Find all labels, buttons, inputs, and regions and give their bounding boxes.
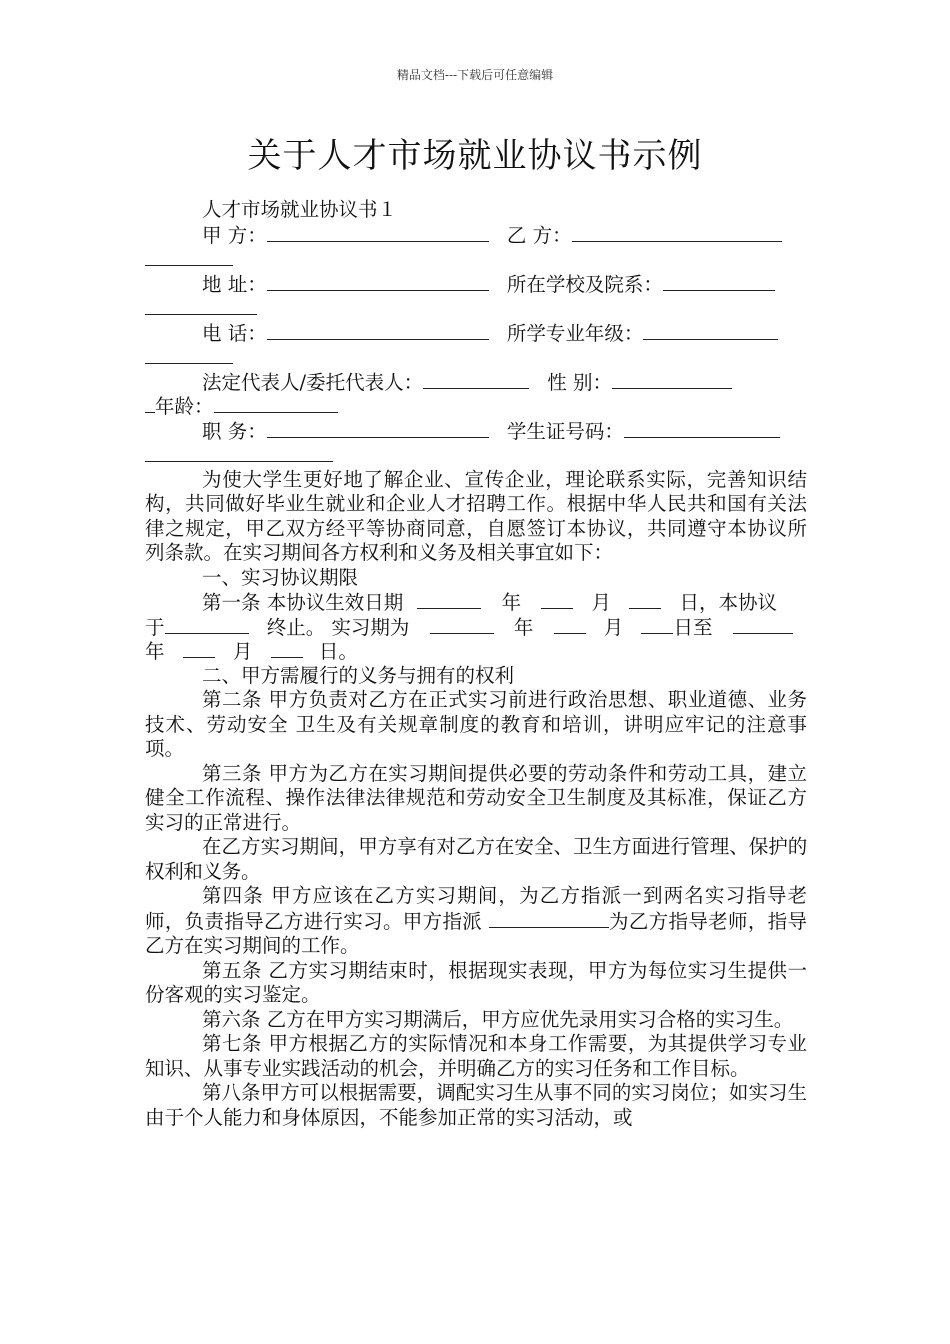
article-3-rights: 在乙方实习期间，甲方享有对乙方在安全、卫生方面进行管理、保护的权利和义务。	[145, 835, 807, 883]
label-phone: 电 话：	[202, 321, 267, 345]
art1-until: 于	[145, 615, 165, 639]
blank-phone[interactable]	[267, 321, 489, 340]
blank-start-month[interactable]	[541, 590, 573, 609]
art4-text-a: 第四条 甲方应该在乙方实习期间，为乙方指派一到两名实习指导老师，负责指导乙方进行实习。甲方指派	[145, 884, 807, 933]
form-line-wrap	[145, 296, 807, 321]
article-6: 第六条 乙方在甲方实习期满后，甲方应优先录用实习合格的实习生。	[202, 1007, 794, 1031]
art1-month: 月	[591, 591, 612, 614]
label-party-b: 乙 方：	[506, 223, 572, 247]
label-address: 地 址：	[202, 272, 267, 296]
subtitle: 人才市场就业协议书１	[202, 198, 398, 221]
label-student-id: 学生证号码：	[506, 419, 624, 443]
art1-day-end: 日。	[318, 640, 358, 663]
blank-rep[interactable]	[423, 370, 529, 389]
document-title: 关于人才市场就业协议书示例	[247, 136, 703, 176]
blank-wrap	[145, 394, 155, 413]
label-position: 职 务：	[202, 419, 267, 443]
form-line-phone	[145, 321, 807, 346]
blank-period-day[interactable]	[641, 615, 673, 634]
form-line-address	[145, 272, 807, 297]
blank-wrap	[145, 443, 333, 462]
label-school: 所在学校及院系：	[506, 272, 663, 296]
form-line-wrap	[145, 443, 807, 468]
art1-year: 年	[145, 640, 165, 663]
intro-paragraph: 为使大学生更好地了解企业、宣传企业，理论联系实际，完善知识结构，共同做好毕业生就业和企业人才招聘工作。根据中华人民共和国有关法律之规定，甲乙双方经平等协商同意，自愿签订本协议，共同遵守本协议所列条款。在实习期间各方权利和义务及相关事宜如下：	[145, 467, 807, 564]
article-4	[145, 884, 807, 959]
article-5: 第五条 乙方实习期结束时，根据现实表现，甲方为每位实习生提供一份客观的实习鉴定。	[145, 958, 807, 1006]
section-heading-2: 二、甲方需履行的义务与拥有的权利	[202, 663, 515, 687]
label-gender: 性 别：	[547, 370, 612, 394]
blank-to-month[interactable]	[183, 639, 215, 658]
article-1-line-1	[145, 590, 807, 615]
article-1-line-3	[145, 639, 807, 664]
blank-gender[interactable]	[612, 370, 732, 389]
article-3: 第三条 甲方为乙方在实习期间提供必要的劳动条件和劳动工具，建立健全工作流程、操作法律法律规范和劳动安全卫生制度及其标准，保证乙方实习的正常进行。	[145, 761, 807, 834]
document-body	[145, 198, 807, 1130]
section-heading-1: 一、实习协议期限	[202, 565, 359, 589]
label-major: 所学专业年级：	[506, 321, 644, 345]
art1-year: 年	[501, 591, 522, 614]
form-line-position	[145, 419, 807, 444]
blank-wrap	[145, 345, 233, 364]
blank-school[interactable]	[663, 272, 775, 291]
label-party-a: 甲 方：	[202, 223, 267, 247]
form-line-rep	[145, 370, 807, 395]
blank-student-id[interactable]	[624, 419, 780, 438]
art1-year: 年	[513, 615, 534, 639]
blank-position[interactable]	[267, 419, 489, 438]
blank-wrap	[145, 247, 233, 266]
label-rep: 法定代表人/委托代表人：	[202, 370, 424, 394]
blank-start-day[interactable]	[629, 590, 661, 609]
form-line-age	[145, 394, 807, 419]
article-7: 第七条 甲方根据乙方的实际情况和本身工作需要，为其提供学习专业知识、从事专业实践活动的机会，并明确乙方的实习任务和工作目标。	[145, 1032, 807, 1080]
form-line-wrap	[145, 247, 807, 272]
blank-to-year[interactable]	[733, 615, 793, 634]
blank-start-year[interactable]	[417, 590, 481, 609]
art1-month: 月	[603, 615, 624, 639]
blank-period-month[interactable]	[554, 615, 586, 634]
art1-month: 月	[232, 640, 253, 663]
blank-to-day[interactable]	[271, 639, 303, 658]
form-line-party	[145, 223, 807, 248]
blank-period-year[interactable]	[430, 615, 494, 634]
blank-party-b[interactable]	[572, 223, 782, 242]
blank-address[interactable]	[267, 272, 489, 291]
art4-text-b: 为乙方指导老师，指导乙方在实习期间的工作。	[145, 909, 807, 957]
article-8: 第八条甲方可以根据需要，调配实习生从事不同的实习岗位；如实习生由于个人能力和身体原因，不能参加正常的实习活动，或	[145, 1081, 807, 1129]
blank-wrap	[145, 296, 257, 315]
art1-end: 终止。 实习期为	[266, 615, 410, 639]
art1-to: 日至	[673, 615, 713, 639]
blank-age[interactable]	[214, 394, 338, 413]
page-header: 精品文档---下载后可任意编辑	[396, 68, 554, 82]
blank-mentor[interactable]	[489, 909, 609, 928]
art1-day: 日，本协议	[679, 591, 777, 614]
label-age: 年龄：	[155, 395, 214, 418]
form-line-wrap	[145, 345, 807, 370]
blank-end-date[interactable]	[165, 615, 249, 634]
article-1-line-2	[145, 615, 807, 640]
article-2: 第二条 甲方负责对乙方在正式实习前进行政治思想、职业道德、业务技术、劳动安全 卫生及有关规章制度的教育和培训，讲明应牢记的注意事项。	[145, 688, 807, 760]
blank-major[interactable]	[643, 321, 778, 340]
blank-party-a[interactable]	[267, 223, 489, 242]
art1-text: 第一条 本协议生效日期	[202, 591, 404, 614]
